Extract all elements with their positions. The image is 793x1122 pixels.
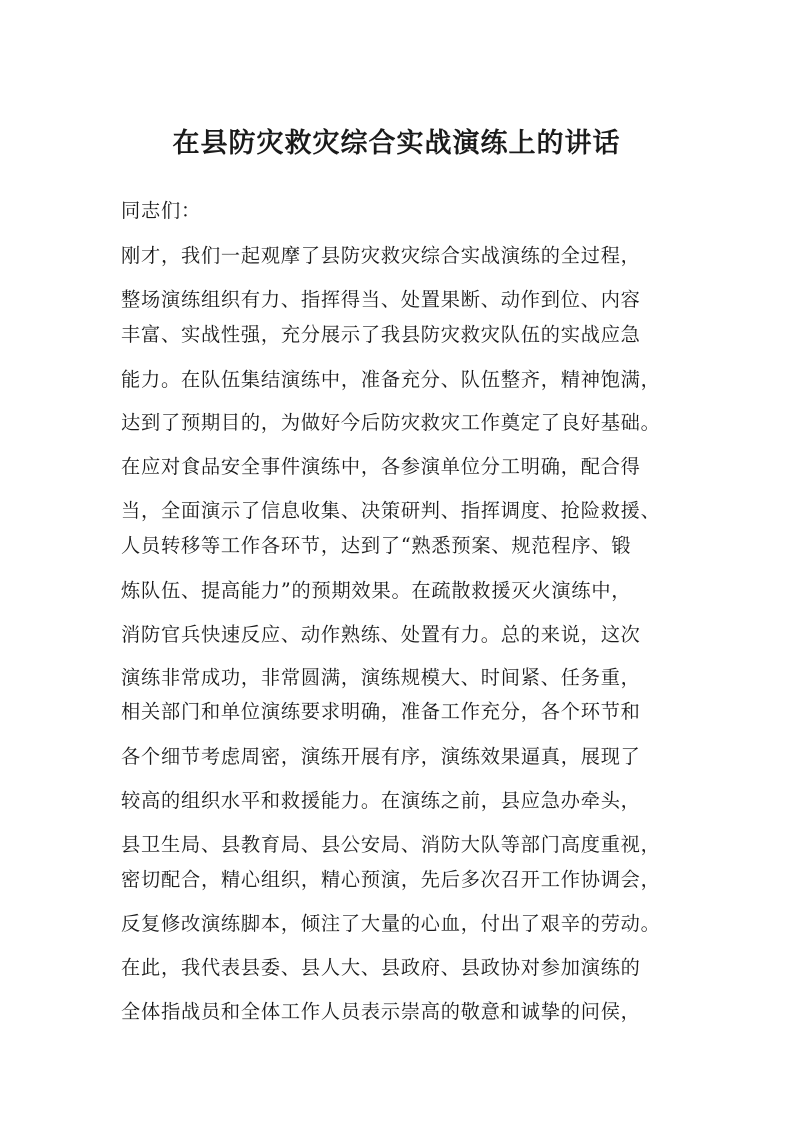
body-line: 整场演练组织有力、指挥得当、处置果断、动作到位、内容: [121, 288, 641, 311]
body-line: 刚才，我们一起观摩了县防灾救灾综合实战演练的全过程，: [121, 244, 641, 267]
body-line: 演练非常成功，非常圆满，演练规模大、时间紧、任务重，: [121, 666, 641, 689]
body-line: 县卫生局、县教育局、县公安局、消防大队等部门高度重视，: [121, 833, 661, 856]
body-line: 密切配合，精心组织，精心预演，先后多次召开工作协调会，: [121, 868, 661, 891]
body-line: 在应对食品安全事件演练中，各参演单位分工明确，配合得: [121, 455, 641, 478]
body-line: 炼队伍、提高能力”的预期效果。在疏散救援灭火演练中，: [121, 579, 632, 602]
body-line: 各个细节考虑周密，演练开展有序，演练效果逼真，展现了: [121, 745, 641, 768]
body-line: 消防官兵快速反应、动作熟练、处置有力。总的来说，这次: [121, 623, 641, 646]
body-line: 全体指战员和全体工作人员表示崇高的敬意和诚挚的问侯，: [121, 1000, 641, 1023]
body-line: 在此，我代表县委、县人大、县政府、县政协对参加演练的: [121, 956, 641, 979]
salutation: 同志们：: [121, 199, 201, 222]
body-line: 人员转移等工作各环节，达到了“熟悉预案、规范程序、锻: [121, 534, 632, 557]
body-line: 当，全面演示了信息收集、决策研判、指挥调度、抢险救援、: [121, 499, 661, 522]
body-line: 丰富、实战性强，充分展示了我县防灾救灾队伍的实战应急: [121, 323, 641, 346]
document-title: 在县防灾救灾综合实战演练上的讲话: [172, 128, 621, 159]
body-line: 较高的组织水平和救援能力。在演练之前，县应急办牵头，: [121, 789, 641, 812]
body-line: 达到了预期目的，为做好今后防灾救灾工作奠定了良好基础。: [121, 411, 661, 434]
body-line: 相关部门和单位演练要求明确，准备工作充分，各个环节和: [121, 700, 641, 723]
body-line: 反复修改演练脚本，倾注了大量的心血，付出了艰辛的劳动。: [121, 912, 661, 935]
body-line: 能力。在队伍集结演练中，准备充分、队伍整齐，精神饱满，: [121, 368, 661, 391]
